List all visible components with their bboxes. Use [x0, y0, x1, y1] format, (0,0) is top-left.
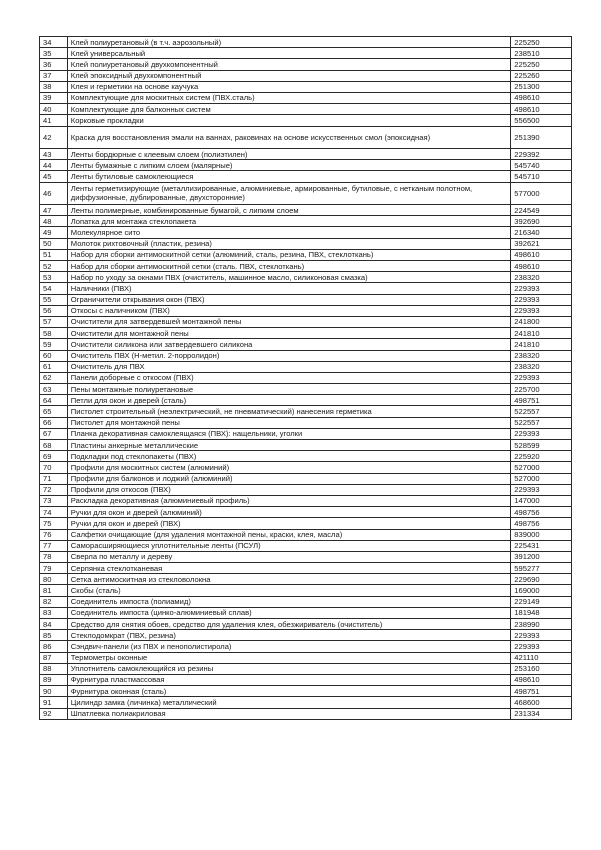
item-name: Клей универсальный [67, 48, 511, 59]
item-code: 577000 [511, 182, 572, 205]
table-row [40, 372, 572, 383]
table-row [40, 126, 572, 149]
row-number: 65 [40, 406, 68, 417]
row-number: 68 [40, 440, 68, 451]
table-row [40, 518, 572, 529]
item-code: 225250 [511, 59, 572, 70]
item-code: 169000 [511, 585, 572, 596]
item-name: Профили для откосов (ПВХ) [67, 484, 511, 495]
table-row [40, 283, 572, 294]
table-row [40, 674, 572, 685]
item-code: 528599 [511, 440, 572, 451]
item-name: Краска для восстановления эмали на ваннах, раковинах на основе искусственных смол (эпоксидная) [67, 126, 511, 149]
item-code: 229393 [511, 294, 572, 305]
table-row [40, 428, 572, 439]
row-number: 55 [40, 294, 68, 305]
table-row [40, 149, 572, 160]
item-name: Комплектующие для москитных систем (ПВХ.сталь) [67, 92, 511, 103]
table-row [40, 607, 572, 618]
item-code: 498751 [511, 686, 572, 697]
table-row [40, 563, 572, 574]
row-number: 49 [40, 227, 68, 238]
item-name: Набор для сборки антимоскитной сетки (сталь. ПВХ, стеклоткань) [67, 261, 511, 272]
item-code: 498610 [511, 92, 572, 103]
table-row [40, 328, 572, 339]
table-row [40, 272, 572, 283]
item-name: Молоток рихтовочный (пластик, резина) [67, 238, 511, 249]
item-code: 216340 [511, 227, 572, 238]
row-number: 71 [40, 473, 68, 484]
item-name: Комплектующие для балконных систем [67, 104, 511, 115]
row-number: 51 [40, 249, 68, 260]
row-number: 37 [40, 70, 68, 81]
row-number: 85 [40, 630, 68, 641]
row-number: 46 [40, 182, 68, 205]
item-name: Соединитель импоста (полиамид) [67, 596, 511, 607]
item-code: 498610 [511, 261, 572, 272]
table-row [40, 294, 572, 305]
item-name: Средство для снятия обоев, средство для удаления клея, обезжириватель (очиститель) [67, 619, 511, 630]
row-number: 36 [40, 59, 68, 70]
row-number: 58 [40, 328, 68, 339]
item-name: Панели доборные с откосом (ПВХ) [67, 372, 511, 383]
row-number: 76 [40, 529, 68, 540]
item-name: Ручки для окон и дверей (алюминий) [67, 507, 511, 518]
table-row [40, 395, 572, 406]
item-code: 241810 [511, 339, 572, 350]
row-number: 66 [40, 417, 68, 428]
item-name: Термометры оконные [67, 652, 511, 663]
table-row [40, 652, 572, 663]
item-code: 468600 [511, 697, 572, 708]
table-row [40, 361, 572, 372]
row-number: 89 [40, 674, 68, 685]
row-number: 88 [40, 663, 68, 674]
item-code: 181948 [511, 607, 572, 618]
row-number: 34 [40, 37, 68, 48]
item-name: Очиститель ПВХ (Н-метил. 2-порролидон) [67, 350, 511, 361]
table-row [40, 451, 572, 462]
item-name: Набор по уходу за окнами ПВХ (очиститель, машинное масло, силиконовая смазка) [67, 272, 511, 283]
row-number: 90 [40, 686, 68, 697]
item-name: Откосы с наличником (ПВХ) [67, 305, 511, 316]
item-code: 253160 [511, 663, 572, 674]
table-row [40, 182, 572, 205]
table-row [40, 92, 572, 103]
item-code: 238510 [511, 48, 572, 59]
item-name: Ручки для окон и дверей (ПВХ) [67, 518, 511, 529]
row-number: 41 [40, 115, 68, 126]
table-row [40, 619, 572, 630]
item-code: 225920 [511, 451, 572, 462]
table-row [40, 708, 572, 719]
item-name: Фурнитура пластмассовая [67, 674, 511, 685]
row-number: 52 [40, 261, 68, 272]
item-code: 527000 [511, 473, 572, 484]
row-number: 61 [40, 361, 68, 372]
row-number: 73 [40, 495, 68, 506]
item-name: Ленты бордюрные с клеевым слоем (полиэтилен) [67, 149, 511, 160]
item-name: Очистители для затвердевшей монтажной пены [67, 316, 511, 327]
table-row [40, 663, 572, 674]
item-code: 225250 [511, 37, 572, 48]
item-code: 238320 [511, 361, 572, 372]
row-number: 42 [40, 126, 68, 149]
table-row [40, 495, 572, 506]
row-number: 45 [40, 171, 68, 182]
item-code: 595277 [511, 563, 572, 574]
row-number: 62 [40, 372, 68, 383]
table-row [40, 115, 572, 126]
table-row [40, 261, 572, 272]
item-code: 225260 [511, 70, 572, 81]
table-row [40, 473, 572, 484]
table-row [40, 216, 572, 227]
row-number: 56 [40, 305, 68, 316]
row-number: 43 [40, 149, 68, 160]
item-name: Лопатка для монтажа стеклопакета [67, 216, 511, 227]
row-number: 91 [40, 697, 68, 708]
row-number: 38 [40, 81, 68, 92]
item-name: Ленты герметизирующие (металлизированные, алюминиевые, армированные, бутиловые, с нетканым полотном, диффузионные, дублированные, двухсторонние) [67, 182, 511, 205]
table-row [40, 641, 572, 652]
row-number: 87 [40, 652, 68, 663]
row-number: 82 [40, 596, 68, 607]
table-row [40, 384, 572, 395]
item-code: 147000 [511, 495, 572, 506]
item-name: Пластины анкерные металлические [67, 440, 511, 451]
row-number: 35 [40, 48, 68, 59]
item-name: Наличники (ПВХ) [67, 283, 511, 294]
item-name: Ограничители открывания окон (ПВХ) [67, 294, 511, 305]
item-code: 238990 [511, 619, 572, 630]
item-name: Планка декоративная самоклеящаяся (ПВХ): нащельники, уголки [67, 428, 511, 439]
table-row [40, 406, 572, 417]
item-code: 556500 [511, 115, 572, 126]
item-code: 522557 [511, 406, 572, 417]
table-row [40, 37, 572, 48]
item-name: Стеклодомкрат (ПВХ, резина) [67, 630, 511, 641]
table-row [40, 540, 572, 551]
row-number: 75 [40, 518, 68, 529]
table-row [40, 249, 572, 260]
table-row [40, 440, 572, 451]
table-row [40, 697, 572, 708]
item-name: Очиститель для ПВХ [67, 361, 511, 372]
item-code: 229690 [511, 574, 572, 585]
item-code: 229393 [511, 428, 572, 439]
table-row [40, 59, 572, 70]
item-name: Пистолет строительный (неэлектрический, не пневматический) нанесения герметика [67, 406, 511, 417]
row-number: 83 [40, 607, 68, 618]
item-code: 229392 [511, 149, 572, 160]
table-row [40, 507, 572, 518]
item-code: 545710 [511, 171, 572, 182]
item-code: 229393 [511, 283, 572, 294]
row-number: 64 [40, 395, 68, 406]
row-number: 67 [40, 428, 68, 439]
row-number: 69 [40, 451, 68, 462]
item-code: 498610 [511, 674, 572, 685]
item-code: 251390 [511, 126, 572, 149]
item-code: 522557 [511, 417, 572, 428]
item-code: 229393 [511, 641, 572, 652]
item-name: Профили для москитных систем (алюминий) [67, 462, 511, 473]
row-number: 48 [40, 216, 68, 227]
row-number: 78 [40, 551, 68, 562]
item-name: Раскладка декоративная (алюминиевый профиль) [67, 495, 511, 506]
table-row [40, 350, 572, 361]
table-row [40, 238, 572, 249]
table-row [40, 305, 572, 316]
item-code: 241810 [511, 328, 572, 339]
table-row [40, 630, 572, 641]
item-code: 225700 [511, 384, 572, 395]
table-row [40, 227, 572, 238]
table-row [40, 529, 572, 540]
item-code: 241800 [511, 316, 572, 327]
item-code: 224549 [511, 205, 572, 216]
item-name: Сетка антимоскитная из стекловолокна [67, 574, 511, 585]
item-name: Клей полиуретановый двухкомпонентный [67, 59, 511, 70]
row-number: 63 [40, 384, 68, 395]
item-name: Клей эпоксидный двухкомпонентный [67, 70, 511, 81]
item-code: 229393 [511, 372, 572, 383]
item-name: Молекулярное сито [67, 227, 511, 238]
table-row [40, 104, 572, 115]
table-row [40, 70, 572, 81]
item-name: Профили для балконов и лоджий (алюминий) [67, 473, 511, 484]
item-name: Очистители силикона или затвердевшего силикона [67, 339, 511, 350]
item-name: Петли для окон и дверей (сталь) [67, 395, 511, 406]
item-code: 229149 [511, 596, 572, 607]
row-number: 57 [40, 316, 68, 327]
row-number: 60 [40, 350, 68, 361]
item-name: Очистители для монтажной пены [67, 328, 511, 339]
item-code: 229393 [511, 305, 572, 316]
row-number: 80 [40, 574, 68, 585]
item-name: Соединитель импоста (цинко-алюминиевый сплав) [67, 607, 511, 618]
item-name: Пистолет для монтажной пены [67, 417, 511, 428]
item-name: Ленты бутиловые самоклеющиеся [67, 171, 511, 182]
item-code: 498610 [511, 104, 572, 115]
item-code: 391200 [511, 551, 572, 562]
table-row [40, 596, 572, 607]
table-row [40, 585, 572, 596]
item-code: 229393 [511, 484, 572, 495]
table-row [40, 339, 572, 350]
item-name: Сверла по металлу и дереву [67, 551, 511, 562]
row-number: 79 [40, 563, 68, 574]
item-name: Скобы (сталь) [67, 585, 511, 596]
item-code: 421110 [511, 652, 572, 663]
row-number: 50 [40, 238, 68, 249]
item-code: 238320 [511, 350, 572, 361]
item-name: Уплотнитель самоклеющийся из резины [67, 663, 511, 674]
item-code: 251300 [511, 81, 572, 92]
item-name: Клея и герметики на основе каучука [67, 81, 511, 92]
item-name: Подкладки под стеклопакеты (ПВХ) [67, 451, 511, 462]
item-code: 392690 [511, 216, 572, 227]
item-name: Клей полиуретановый (в т.ч. аэрозольный) [67, 37, 511, 48]
row-number: 44 [40, 160, 68, 171]
item-code: 229393 [511, 630, 572, 641]
table-row [40, 48, 572, 59]
row-number: 81 [40, 585, 68, 596]
table-row [40, 574, 572, 585]
table-row [40, 462, 572, 473]
row-number: 74 [40, 507, 68, 518]
row-number: 59 [40, 339, 68, 350]
item-name: Корковые прокладки [67, 115, 511, 126]
item-code: 545740 [511, 160, 572, 171]
table-row [40, 686, 572, 697]
item-code: 839000 [511, 529, 572, 540]
item-code: 498756 [511, 518, 572, 529]
row-number: 84 [40, 619, 68, 630]
item-name: Ленты бумажные с липким слоем (малярные) [67, 160, 511, 171]
item-code: 498610 [511, 249, 572, 260]
item-code: 392621 [511, 238, 572, 249]
row-number: 54 [40, 283, 68, 294]
table-row [40, 205, 572, 216]
item-code: 527000 [511, 462, 572, 473]
items-table [39, 36, 572, 720]
item-name: Цилиндр замка (личинка) металлический [67, 697, 511, 708]
item-name: Пены монтажные полиуретановые [67, 384, 511, 395]
item-name: Сэндвич-панели (из ПВХ и пенополистирола) [67, 641, 511, 652]
item-code: 231334 [511, 708, 572, 719]
item-name: Ленты полимерные, комбинированные бумагой, с липким слоем [67, 205, 511, 216]
row-number: 47 [40, 205, 68, 216]
item-name: Саморасширяющиеся уплотнительные ленты (ПСУЛ) [67, 540, 511, 551]
item-name: Набор для сборки антимоскитной сетки (алюминий, сталь, резина, ПВХ, стеклоткань) [67, 249, 511, 260]
row-number: 92 [40, 708, 68, 719]
table-row [40, 484, 572, 495]
table-row [40, 81, 572, 92]
row-number: 39 [40, 92, 68, 103]
row-number: 70 [40, 462, 68, 473]
item-code: 225431 [511, 540, 572, 551]
item-code: 498751 [511, 395, 572, 406]
row-number: 40 [40, 104, 68, 115]
row-number: 77 [40, 540, 68, 551]
row-number: 53 [40, 272, 68, 283]
items-table-body [40, 37, 572, 720]
table-row [40, 171, 572, 182]
item-name: Салфетки очищающие (для удаления монтажной пены, краски, клея, масла) [67, 529, 511, 540]
table-row [40, 316, 572, 327]
table-row [40, 417, 572, 428]
table-row [40, 551, 572, 562]
row-number: 86 [40, 641, 68, 652]
item-name: Серпянка стеклотканевая [67, 563, 511, 574]
item-code: 238320 [511, 272, 572, 283]
item-name: Шпатлевка полиакриловая [67, 708, 511, 719]
item-code: 498756 [511, 507, 572, 518]
row-number: 72 [40, 484, 68, 495]
table-row [40, 160, 572, 171]
item-name: Фурнитура оконная (сталь) [67, 686, 511, 697]
